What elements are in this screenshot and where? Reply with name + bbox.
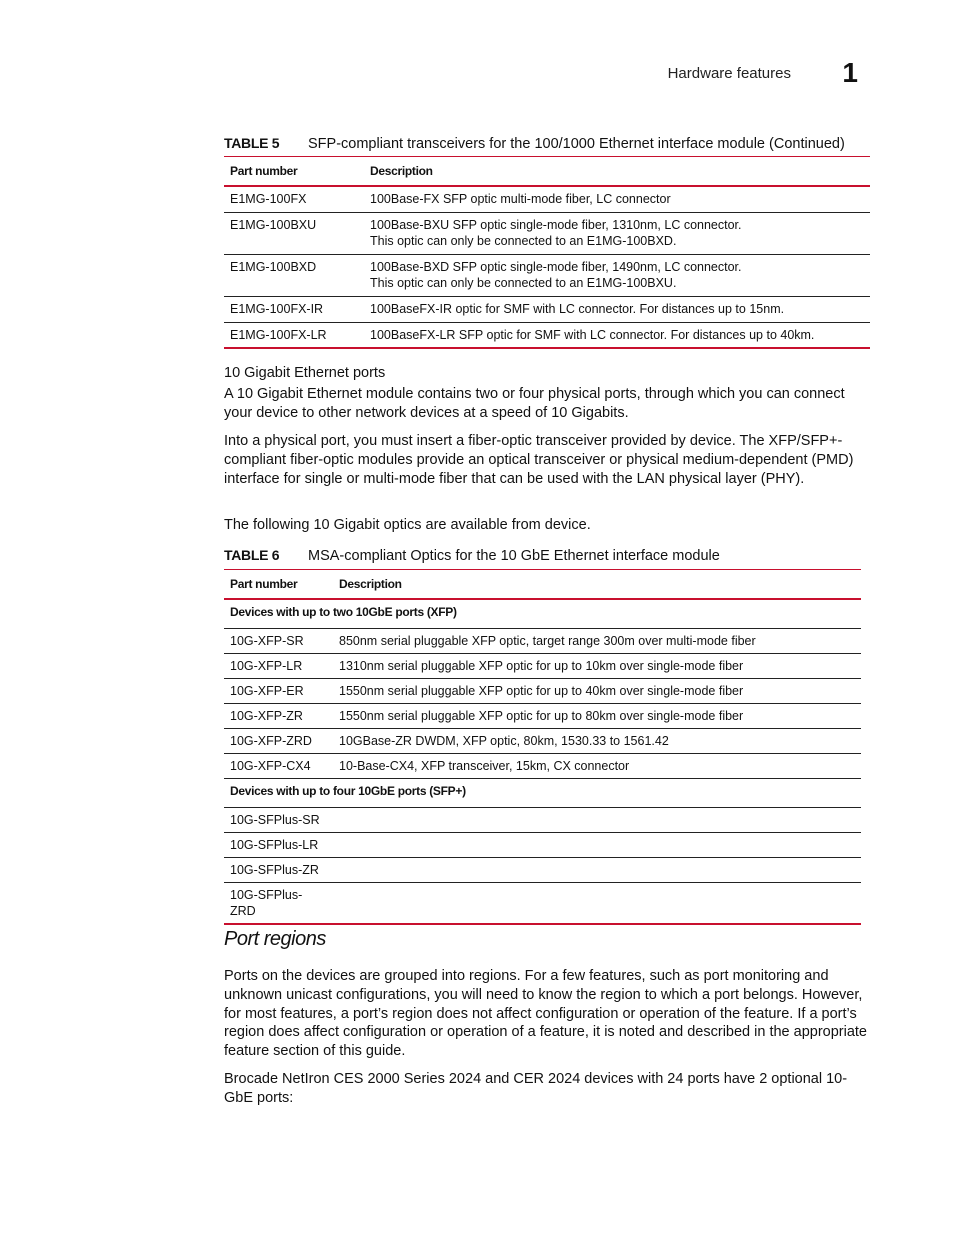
part-number: 10G-XFP-LR xyxy=(224,654,333,679)
chapter-number: 1 xyxy=(842,57,858,88)
section-title: Hardware features xyxy=(667,65,791,82)
description xyxy=(333,858,861,883)
description xyxy=(364,322,870,348)
port-regions-paragraph-1: Ports on the devices are grouped into regions. For a few features, such as port monitoring and unknown unicast configurations, you will need to know the region to which a port belongs. However, for most features, a port’s region does not affect configuration or operation of the feature. If a port’s region does affect configuration or operation of a feature, it is noted and described in the appropriate feature section of this guide. xyxy=(224,968,867,1060)
table-row xyxy=(224,254,870,296)
description: 850nm serial pluggable XFP optic, target range 300m over multi-mode fiber xyxy=(333,629,861,654)
table5-label: TABLE 5 xyxy=(224,135,280,151)
port-regions-paragraph-2: Brocade NetIron CES 2000 Series 2024 and CER 2024 devices with 24 ports have 2 optional 10-GbE ports: xyxy=(224,1071,848,1106)
description-line: 100BaseFX-LR SFP optic for SMF with LC connector. For distances up to 40km. xyxy=(370,327,815,342)
part-number: E1MG-100BXU xyxy=(224,212,364,254)
part-number: E1MG-100FX-LR xyxy=(224,322,364,348)
part-number: 10G-SFPlus-LR xyxy=(224,833,333,858)
part-number: 10G-XFP-SR xyxy=(224,629,333,654)
table5-caption-text: SFP-compliant transceivers for the 100/1000 Ethernet interface module (Continued) xyxy=(308,136,845,152)
description-line: This optic can only be connected to an E1MG-100BXU. xyxy=(370,275,677,290)
table6-header-row xyxy=(224,570,861,600)
table5-caption xyxy=(224,135,845,152)
table-row xyxy=(224,704,861,729)
tengig-paragraph-3: The following 10 Gigabit optics are available from device. xyxy=(224,517,591,533)
description-line: 100Base-BXD SFP optic single-mode fiber, 1490nm, LC connector. xyxy=(370,259,742,274)
table6-caption-text: MSA-compliant Optics for the 10 GbE Ethernet interface module xyxy=(308,548,720,564)
description xyxy=(333,808,861,833)
tengig-heading: 10 Gigabit Ethernet ports xyxy=(224,365,386,381)
table6-label: TABLE 6 xyxy=(224,547,280,563)
group-row-xfp xyxy=(224,599,861,629)
table-row xyxy=(224,883,861,925)
part-number: 10G-SFPlus-SR xyxy=(224,808,333,833)
description-line: 100Base-FX SFP optic multi-mode fiber, LC connector xyxy=(370,192,671,206)
part-number: 10G-XFP-CX4 xyxy=(224,754,333,779)
table6-col-desc: Description xyxy=(333,570,861,600)
table-row xyxy=(224,654,861,679)
description-line: 100BaseFX-IR optic for SMF with LC connector. For distances up to 15nm. xyxy=(370,301,785,316)
group-label: Devices with up to four 10GbE ports (SFP+) xyxy=(224,779,861,808)
table-row xyxy=(224,833,861,858)
table-row xyxy=(224,729,861,754)
table-row xyxy=(224,858,861,883)
tengig-paragraph-2: Into a physical port, you must insert a fiber-optic transceiver provided by device. The XFP/SFP+-compliant fiber-optic modules provide an optical transceiver or physical medium-dependent (PMD) interface for single or multi-mode fiber that can be used with the LAN physical layer (PHY). xyxy=(224,433,854,487)
table6 xyxy=(224,569,861,925)
description-line: 100Base-BXU SFP optic single-mode fiber, 1310nm, LC connector. xyxy=(370,217,742,232)
part-number: E1MG-100BXD xyxy=(224,254,364,296)
table-row xyxy=(224,754,861,779)
table6-col-part: Part number xyxy=(224,570,333,600)
tengig-paragraph-1: A 10 Gigabit Ethernet module contains two or four physical ports, through which you can connect your device to other network devices at a speed of 10 Gigabits. xyxy=(224,386,845,421)
description xyxy=(364,254,870,296)
description: 10GBase-ZR DWDM, XFP optic, 80km, 1530.33 to 1561.42 xyxy=(333,729,861,754)
group-label: Devices with up to two 10GbE ports (XFP) xyxy=(230,605,457,619)
table-row xyxy=(224,679,861,704)
description xyxy=(364,296,870,322)
description: 1550nm serial pluggable XFP optic for up to 80km over single-mode fiber xyxy=(333,704,861,729)
table-row xyxy=(224,296,870,322)
description xyxy=(333,883,861,925)
part-number: 10G-XFP-ZRD xyxy=(224,729,333,754)
description xyxy=(333,833,861,858)
description xyxy=(364,186,870,212)
part-number: 10G-XFP-ER xyxy=(224,679,333,704)
description: 10-Base-CX4, XFP transceiver, 15km, CX connector xyxy=(333,754,861,779)
part-number: 10G-XFP-ZR xyxy=(224,704,333,729)
table5-col-desc: Description xyxy=(364,157,870,187)
part-number: E1MG-100FX xyxy=(224,186,364,212)
table5 xyxy=(224,156,870,349)
table-row xyxy=(224,212,870,254)
part-number: 10G-SFPlus-ZR xyxy=(224,858,333,883)
description-line: This optic can only be connected to an E1MG-100BXD. xyxy=(370,233,677,248)
description xyxy=(364,212,870,254)
part-number: E1MG-100FX-IR xyxy=(224,296,364,322)
description: 1550nm serial pluggable XFP optic for up to 40km over single-mode fiber xyxy=(333,679,861,704)
part-number: 10G-SFPlus-ZRD xyxy=(224,883,333,925)
description: 1310nm serial pluggable XFP optic for up to 10km over single-mode fiber xyxy=(333,654,861,679)
running-head xyxy=(600,57,858,93)
table-row xyxy=(224,808,861,833)
table-row xyxy=(224,186,870,212)
port-regions-heading: Port regions xyxy=(224,928,326,950)
table5-col-part: Part number xyxy=(224,157,364,187)
table-row xyxy=(224,322,870,348)
table5-header-row xyxy=(224,157,870,187)
table-row xyxy=(224,629,861,654)
group-row-sfp xyxy=(224,779,861,808)
table6-caption xyxy=(224,547,720,564)
